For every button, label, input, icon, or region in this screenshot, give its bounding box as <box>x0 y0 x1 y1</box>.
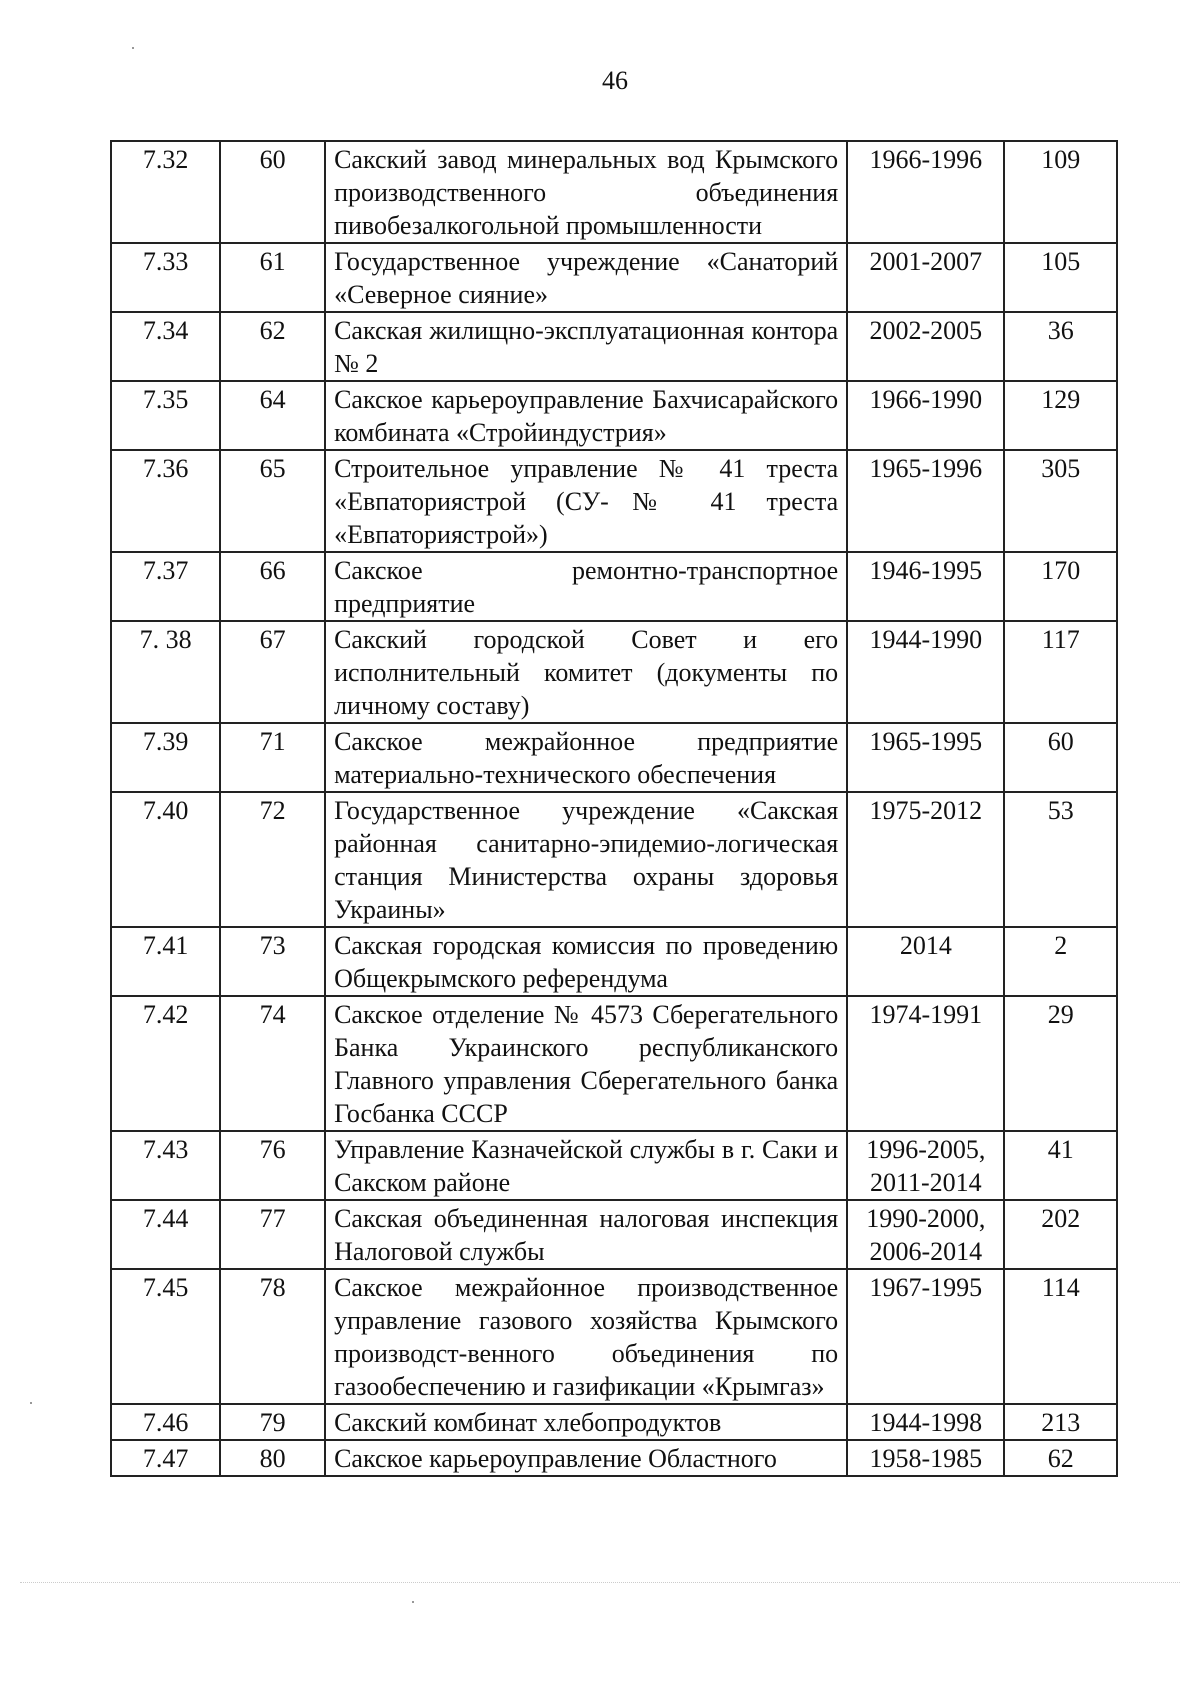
table-row <box>111 450 1117 552</box>
table-row <box>111 996 1117 1131</box>
scan-speck <box>30 1402 32 1404</box>
table-row <box>111 381 1117 450</box>
fund-number: 65 <box>220 450 325 552</box>
date-range: 1966-1996 <box>847 141 1004 243</box>
row-number: 7.43 <box>111 1131 220 1200</box>
date-range: 2002-2005 <box>847 312 1004 381</box>
file-count: 29 <box>1004 996 1117 1131</box>
row-number: 7.32 <box>111 141 220 243</box>
row-number: 7.42 <box>111 996 220 1131</box>
fund-name: Сакская городская комиссия по проведению Общекрымского референдума <box>325 927 847 996</box>
fund-name: Сакское межрайонное производственное управление газового хозяйства Крымского производст-венного объединения по газообеспечению и газификации «Крымгаз» <box>325 1269 847 1404</box>
row-number: 7.44 <box>111 1200 220 1269</box>
fund-number: 67 <box>220 621 325 723</box>
fund-name: Сакская жилищно-эксплуатационная контора № 2 <box>325 312 847 381</box>
date-range: 1965-1995 <box>847 723 1004 792</box>
date-range: 1974-1991 <box>847 996 1004 1131</box>
row-number: 7.34 <box>111 312 220 381</box>
table-row <box>111 1200 1117 1269</box>
fund-name: Государственное учреждение «Сакская районная санитарно-эпидемио-логическая станция Министерства охраны здоровья Украины» <box>325 792 847 927</box>
date-range: 1975-2012 <box>847 792 1004 927</box>
fund-number: 79 <box>220 1404 325 1440</box>
row-number: 7.45 <box>111 1269 220 1404</box>
file-count: 170 <box>1004 552 1117 621</box>
fund-name: Сакское межрайонное предприятие материально-технического обеспечения <box>325 723 847 792</box>
fund-name: Сакская объединенная налоговая инспекция Налоговой службы <box>325 1200 847 1269</box>
table-row <box>111 792 1117 927</box>
fund-number: 76 <box>220 1131 325 1200</box>
file-count: 114 <box>1004 1269 1117 1404</box>
row-number: 7. 38 <box>111 621 220 723</box>
table-row <box>111 723 1117 792</box>
file-count: 41 <box>1004 1131 1117 1200</box>
file-count: 117 <box>1004 621 1117 723</box>
date-range: 1944-1998 <box>847 1404 1004 1440</box>
fund-name: Сакский комбинат хлебопродуктов <box>325 1404 847 1440</box>
fund-number: 62 <box>220 312 325 381</box>
row-number: 7.41 <box>111 927 220 996</box>
table-row <box>111 312 1117 381</box>
date-range: 1958-1985 <box>847 1440 1004 1476</box>
fund-name: Управление Казначейской службы в г. Саки и Сакском районе <box>325 1131 847 1200</box>
file-count: 60 <box>1004 723 1117 792</box>
table-row <box>111 552 1117 621</box>
fund-name: Сакское карьероуправление Областного <box>325 1440 847 1476</box>
date-range: 1944-1990 <box>847 621 1004 723</box>
row-number: 7.40 <box>111 792 220 927</box>
row-number: 7.33 <box>111 243 220 312</box>
table-body <box>111 141 1117 1476</box>
table-row <box>111 1404 1117 1440</box>
fund-number: 74 <box>220 996 325 1131</box>
date-range: 1965-1996 <box>847 450 1004 552</box>
row-number: 7.47 <box>111 1440 220 1476</box>
table-row <box>111 1440 1117 1476</box>
file-count: 2 <box>1004 927 1117 996</box>
fund-number: 61 <box>220 243 325 312</box>
fund-name: Строительное управление № 41 треста «Евпаториястрой (СУ-№ 41 треста «Евпаториястрой») <box>325 450 847 552</box>
archive-fund-table <box>110 140 1118 1477</box>
file-count: 305 <box>1004 450 1117 552</box>
table-row <box>111 1269 1117 1404</box>
scan-artifact-line <box>20 1582 1180 1583</box>
file-count: 109 <box>1004 141 1117 243</box>
date-range: 1990-2000, 2006-2014 <box>847 1200 1004 1269</box>
table-row <box>111 621 1117 723</box>
fund-number: 78 <box>220 1269 325 1404</box>
fund-name: Государственное учреждение «Санаторий «Северное сияние» <box>325 243 847 312</box>
row-number: 7.37 <box>111 552 220 621</box>
fund-number: 66 <box>220 552 325 621</box>
table-row <box>111 927 1117 996</box>
fund-number: 72 <box>220 792 325 927</box>
date-range: 1967-1995 <box>847 1269 1004 1404</box>
row-number: 7.39 <box>111 723 220 792</box>
fund-name: Сакское отделение № 4573 Сберегательного Банка Украинского республиканского Главного управления Сберегательного банка Госбанка СССР <box>325 996 847 1131</box>
table-row <box>111 243 1117 312</box>
row-number: 7.46 <box>111 1404 220 1440</box>
fund-name: Сакское карьероуправление Бахчисарайского комбината «Стройиндустрия» <box>325 381 847 450</box>
file-count: 62 <box>1004 1440 1117 1476</box>
fund-name: Сакский завод минеральных вод Крымского производственного объединения пивобезалкогольной промышленности <box>325 141 847 243</box>
date-range: 1996-2005, 2011-2014 <box>847 1131 1004 1200</box>
date-range: 2014 <box>847 927 1004 996</box>
table-row <box>111 1131 1117 1200</box>
scan-speck <box>412 1601 414 1603</box>
scan-speck <box>132 47 134 49</box>
file-count: 129 <box>1004 381 1117 450</box>
date-range: 1946-1995 <box>847 552 1004 621</box>
fund-number: 64 <box>220 381 325 450</box>
fund-number: 60 <box>220 141 325 243</box>
fund-number: 77 <box>220 1200 325 1269</box>
fund-number: 71 <box>220 723 325 792</box>
file-count: 202 <box>1004 1200 1117 1269</box>
page-number: 46 <box>602 66 628 95</box>
file-count: 105 <box>1004 243 1117 312</box>
row-number: 7.36 <box>111 450 220 552</box>
fund-name: Сакское ремонтно-транспортное предприятие <box>325 552 847 621</box>
fund-name: Сакский городской Совет и его исполнительный комитет (документы по личному составу) <box>325 621 847 723</box>
file-count: 53 <box>1004 792 1117 927</box>
table-row <box>111 141 1117 243</box>
fund-number: 73 <box>220 927 325 996</box>
file-count: 213 <box>1004 1404 1117 1440</box>
date-range: 2001-2007 <box>847 243 1004 312</box>
date-range: 1966-1990 <box>847 381 1004 450</box>
file-count: 36 <box>1004 312 1117 381</box>
row-number: 7.35 <box>111 381 220 450</box>
fund-number: 80 <box>220 1440 325 1476</box>
